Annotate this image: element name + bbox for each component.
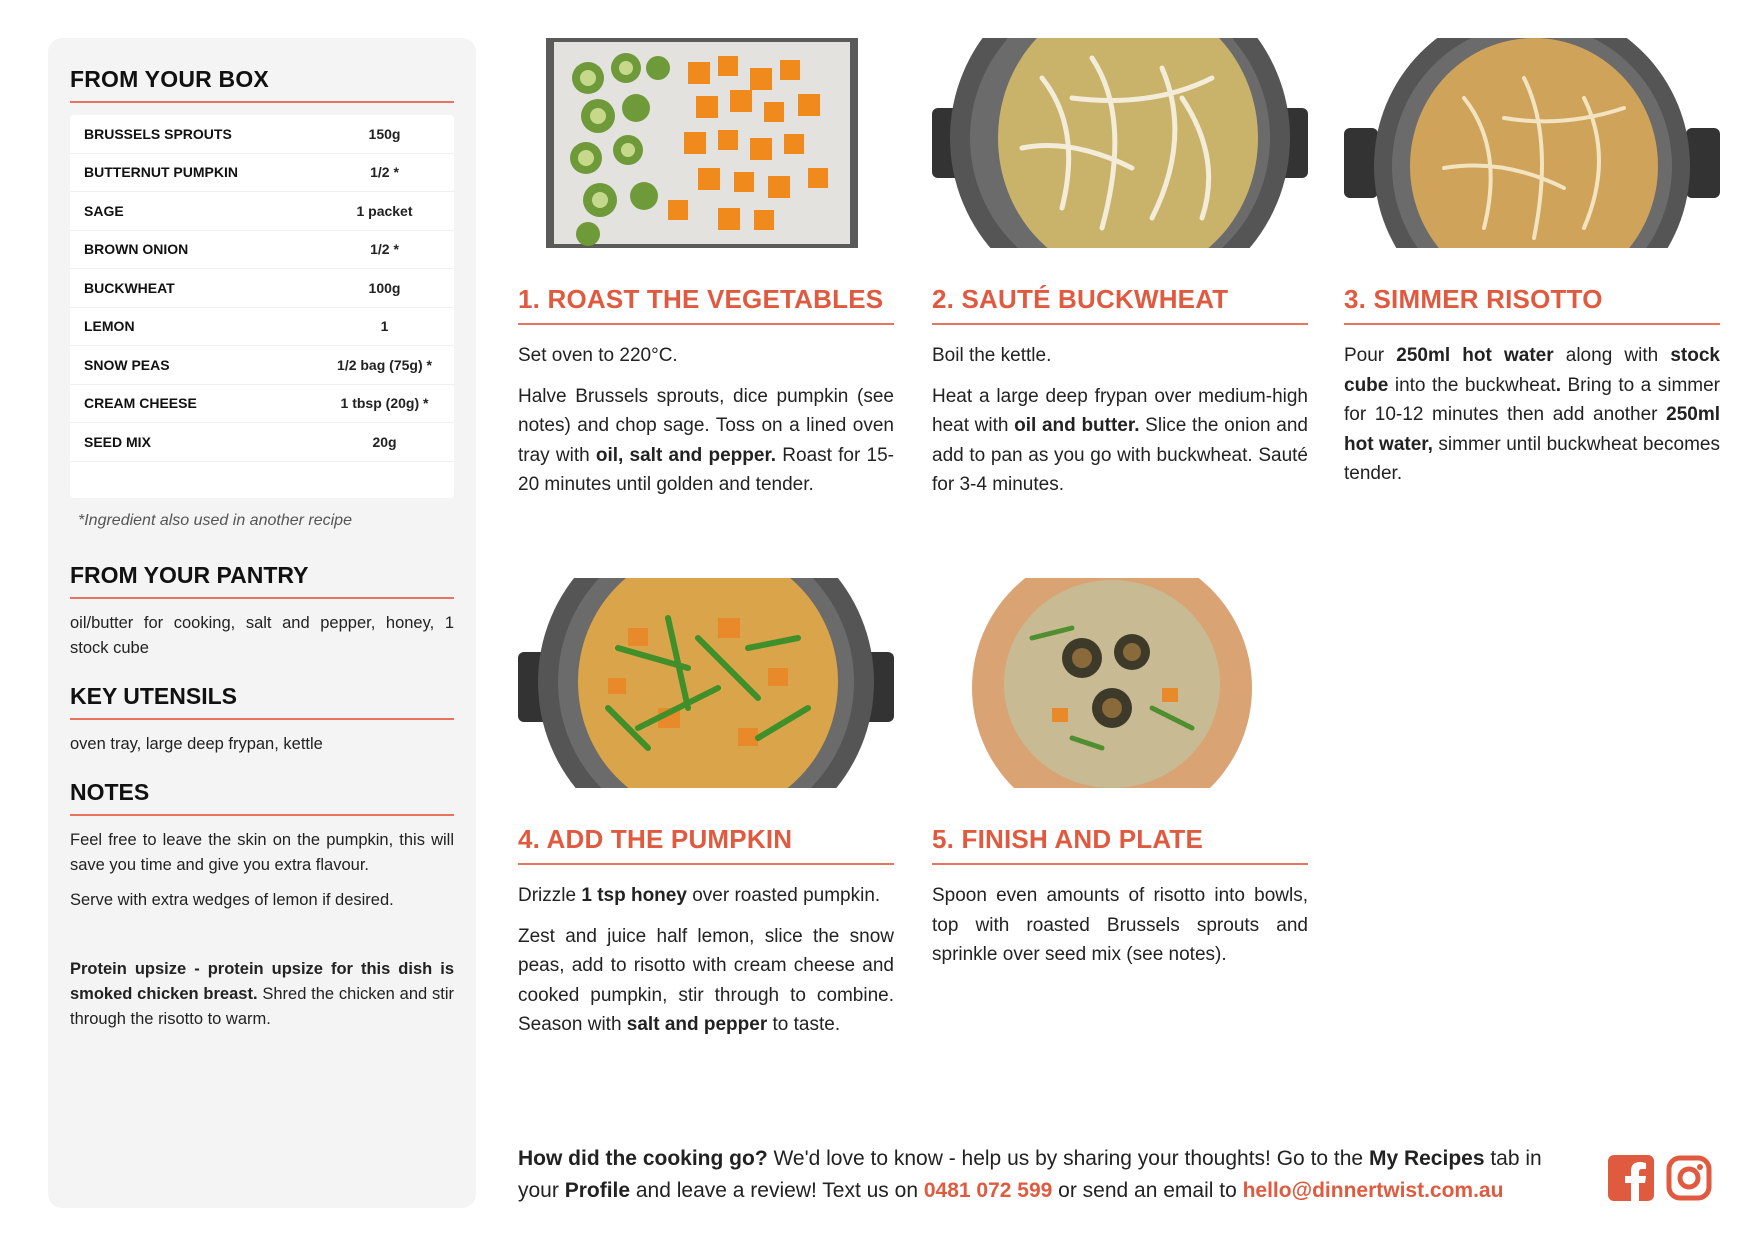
- facebook-link[interactable]: [1608, 1155, 1654, 1201]
- notes-text-3: [70, 957, 454, 1032]
- email-link[interactable]: hello@dinnertwist.com.au: [1242, 1179, 1504, 1202]
- footer-text-4: or send an email to: [1052, 1179, 1243, 1202]
- pantry-section: [70, 562, 454, 661]
- step-2-text-2: [932, 382, 1308, 500]
- step-2-title: 2. SAUTÉ BUCKWHEAT: [932, 284, 1308, 325]
- notes-heading: NOTES: [70, 779, 454, 816]
- step-3-text-i: simmer until buckwheat becomes tender.: [1344, 433, 1721, 484]
- ingredient-qty: 20g: [372, 433, 397, 450]
- step-3-text-a: Pour: [1344, 345, 1397, 366]
- step-3-text-f: .: [1555, 374, 1561, 396]
- instagram-link[interactable]: [1666, 1155, 1712, 1201]
- ingredient-qty: 1 tbsp (20g) *: [340, 395, 429, 412]
- step-3-text-c: along with: [1553, 345, 1671, 366]
- step-5-photo: [932, 578, 1308, 788]
- step-3-text-g: Bring to a simmer for 10-12 minutes then add another: [1344, 374, 1721, 425]
- step-3-text-e: into the buckwheat: [1388, 374, 1556, 396]
- ingredient-name: SEED MIX: [84, 433, 151, 450]
- ingredient-row: [70, 385, 454, 424]
- utensils-heading: KEY UTENSILS: [70, 683, 454, 720]
- ingredient-row: [70, 269, 454, 308]
- step-4-text-2b: salt and pepper: [626, 1014, 768, 1035]
- ingredient-name: LEMON: [84, 318, 135, 335]
- ingredient-row: [70, 231, 454, 270]
- notes-section: [70, 779, 454, 1032]
- step-4-text-1: [518, 881, 894, 911]
- step-3-text-h: 250ml hot water,: [1344, 404, 1720, 455]
- ingredient-qty: 1 packet: [356, 202, 413, 219]
- ingredient-qty: 1/2 bag (75g) *: [337, 356, 432, 373]
- ingredient-name: BUCKWHEAT: [84, 279, 175, 296]
- ingredient-row: [70, 308, 454, 347]
- step-1-title: 1. ROAST THE VEGETABLES: [518, 284, 894, 325]
- step-4-text-1b: 1 tsp honey: [581, 885, 687, 906]
- step-3: [1344, 38, 1720, 489]
- step-4-text-1a: Drizzle: [518, 885, 582, 906]
- step-1: [518, 38, 894, 500]
- ingredient-qty: 1: [380, 318, 389, 335]
- step-3-text-d: stock cube: [1344, 345, 1720, 396]
- step-5: [932, 578, 1308, 970]
- protein-upsize-rest: Shred the chicken and stir through the risotto to warm.: [70, 984, 454, 1028]
- protein-upsize-bold: Protein upsize - protein upsize for this dish is smoked chicken breast.: [70, 959, 454, 1003]
- notes-text-1: Feel free to leave the skin on the pumpkin, this will save you time and give you extra flavour.: [70, 830, 454, 874]
- step-4-title: 4. ADD THE PUMPKIN: [518, 824, 894, 865]
- phone-link[interactable]: 0481 072 599: [923, 1179, 1053, 1202]
- ingredient-name: BUTTERNUT PUMPKIN: [84, 164, 238, 181]
- step-4-text-2: [518, 922, 894, 1040]
- footer-text-1: We'd love to know - help us by sharing your thoughts! Go to the: [767, 1147, 1369, 1170]
- step-1-text-2b: oil, salt and pepper.: [595, 444, 777, 466]
- ingredient-name: SNOW PEAS: [84, 356, 170, 373]
- profile-label: Profile: [564, 1179, 631, 1202]
- utensils-text: oven tray, large deep frypan, kettle: [70, 734, 323, 753]
- step-3-title: 3. SIMMER RISOTTO: [1344, 284, 1720, 325]
- pantry-heading: FROM YOUR PANTRY: [70, 562, 454, 599]
- ingredient-qty: 1/2 *: [370, 241, 399, 258]
- step-4-text-1c: over roasted pumpkin.: [686, 885, 881, 906]
- ingredient-row: [70, 192, 454, 231]
- ingredient-row: [70, 346, 454, 385]
- step-1-text-2a: Halve Brussels sprouts, dice pumpkin (see notes) and chop sage. Toss on a lined oven tray with: [518, 385, 894, 466]
- step-2-text-2a: Heat a large deep frypan over medium-high heat with: [932, 385, 1308, 436]
- step-2-text-1: Boil the kettle.: [932, 345, 1052, 366]
- step-5-title: 5. FINISH AND PLATE: [932, 824, 1308, 865]
- step-4-photo: [518, 578, 894, 788]
- footer-text-3: and leave a review! Text us on: [630, 1179, 924, 1202]
- ingredients-table: [70, 115, 454, 498]
- feedback-footer: [518, 1143, 1578, 1207]
- step-2: [932, 38, 1308, 500]
- utensils-section: [70, 683, 454, 757]
- ingredient-row: [70, 154, 454, 193]
- step-4: [518, 578, 894, 1040]
- ingredient-footnote: *Ingredient also used in another recipe: [78, 511, 352, 529]
- step-3-text-1: [1344, 341, 1720, 489]
- step-3-text-b: 250ml hot water: [1396, 345, 1554, 366]
- step-1-text-2c: Roast for 15-20 minutes until golden and tender.: [518, 444, 894, 495]
- my-recipes-label: My Recipes: [1368, 1147, 1485, 1170]
- facebook-icon: [1608, 1155, 1654, 1201]
- step-1-photo: [518, 38, 894, 248]
- ingredients-panel: [48, 38, 476, 1208]
- ingredient-row: [70, 115, 454, 154]
- ingredient-qty: 100g: [368, 279, 401, 296]
- step-2-text-2c: Slice the onion and add to pan as you go with buckwheat. Sauté for 3-4 minutes.: [932, 415, 1309, 495]
- pantry-text: oil/butter for cooking, salt and pepper, honey, 1 stock cube: [70, 613, 454, 657]
- ingredient-row: [70, 423, 454, 462]
- step-4-text-2a: Zest and juice half lemon, slice the snow peas, add to risotto with cream cheese and cooked pumpkin, stir through to combine. Season with: [518, 925, 894, 1035]
- footer-question: How did the cooking go?: [518, 1147, 768, 1170]
- from-box-heading: FROM YOUR BOX: [70, 66, 454, 103]
- notes-text-2: Serve with extra wedges of lemon if desired.: [70, 890, 394, 909]
- ingredient-name: BROWN ONION: [84, 241, 189, 258]
- step-1-text-1: Set oven to 220°C.: [518, 345, 678, 366]
- step-4-text-2c: to taste.: [767, 1014, 841, 1035]
- step-1-text-2: [518, 382, 894, 500]
- ingredient-name: BRUSSELS SPROUTS: [84, 125, 232, 142]
- step-2-photo: [932, 38, 1308, 248]
- ingredient-name: CREAM CHEESE: [84, 395, 197, 412]
- step-5-text-1: Spoon even amounts of risotto into bowls, top with roasted Brussels sprouts and sprinkle over seed mix (see notes).: [932, 885, 1308, 965]
- ingredient-qty: 1/2 *: [370, 164, 399, 181]
- step-3-photo: [1344, 38, 1720, 248]
- footer-text-2: tab in your: [518, 1147, 1542, 1202]
- ingredient-qty: 150g: [368, 125, 401, 142]
- step-2-text-2b: oil and butter.: [1014, 415, 1140, 436]
- instagram-icon: [1666, 1155, 1712, 1201]
- ingredient-name: SAGE: [84, 202, 124, 219]
